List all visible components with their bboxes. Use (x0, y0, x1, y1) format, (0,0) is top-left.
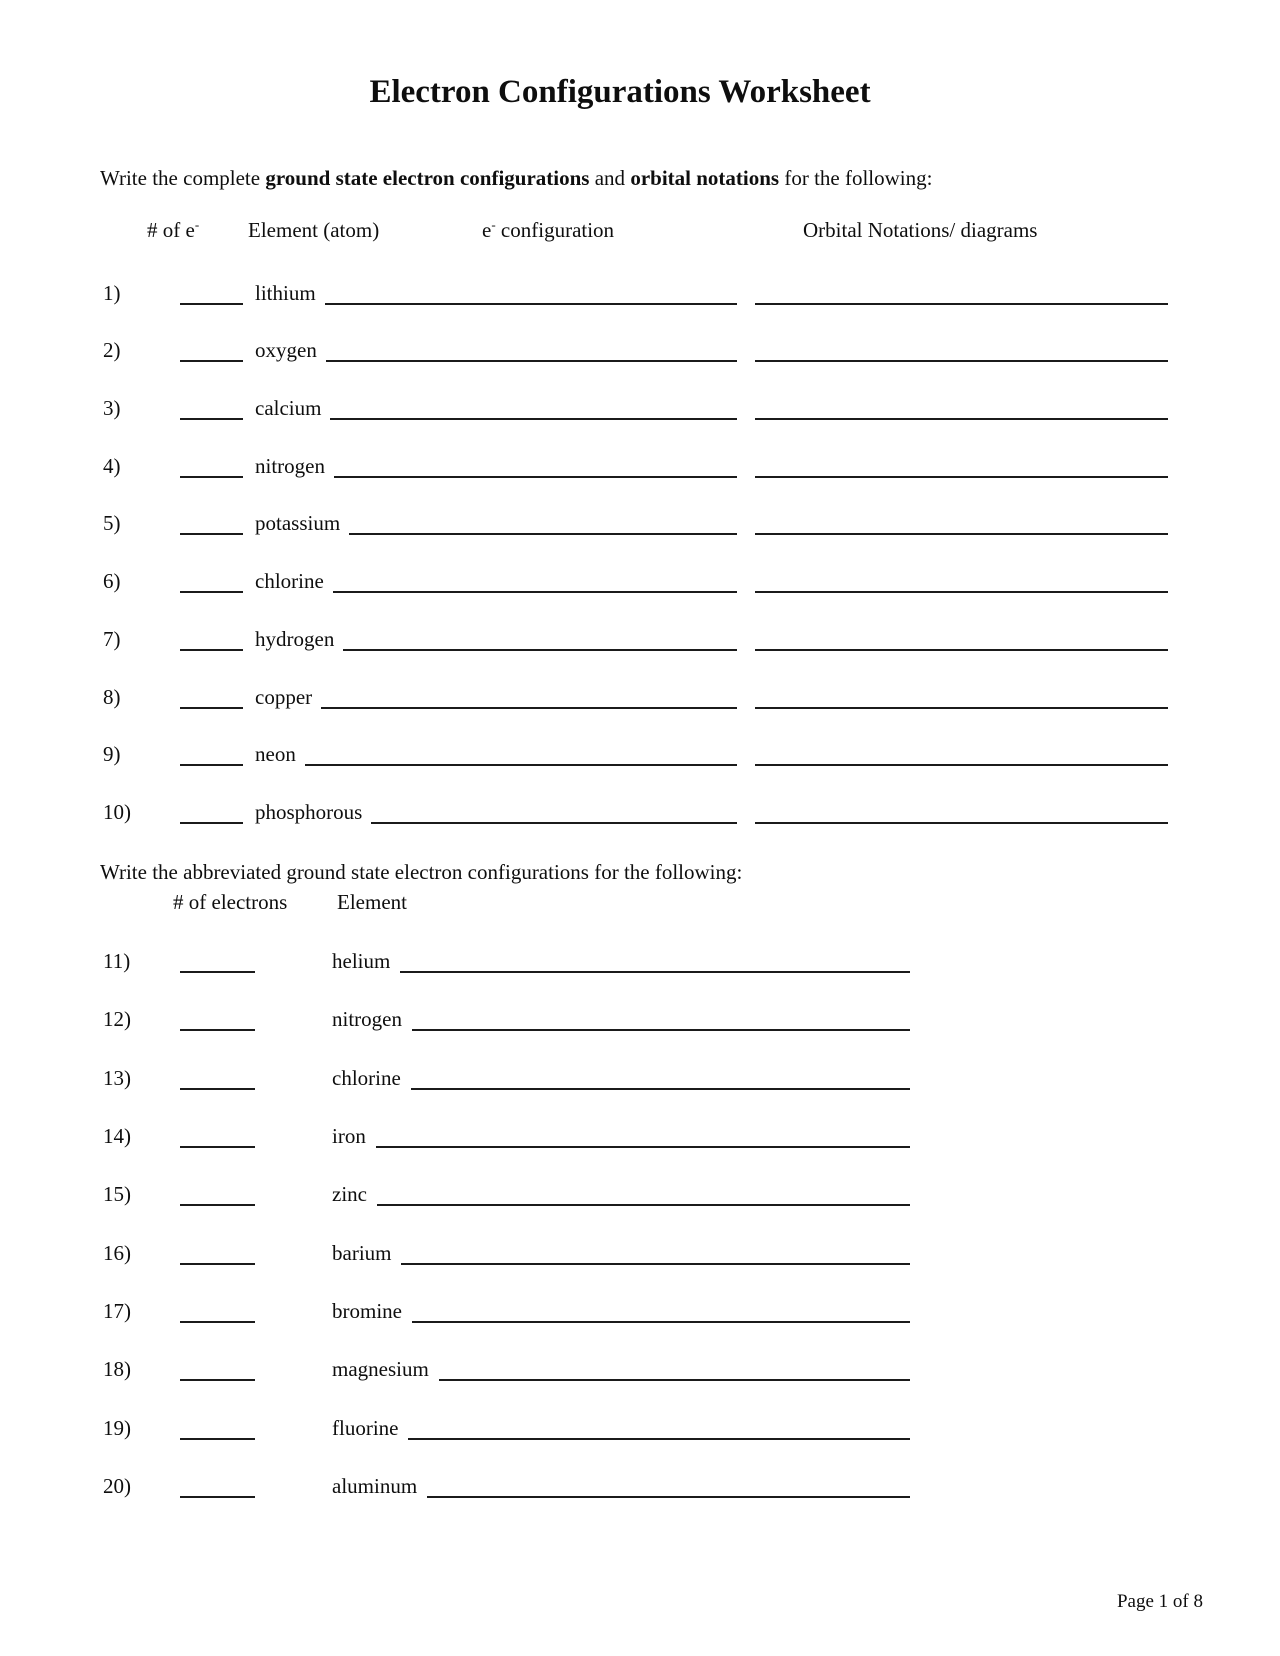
item-number: 9) (103, 742, 121, 767)
item-number: 10) (103, 799, 131, 824)
configuration-blank-line (376, 1143, 910, 1148)
element-name: bromine (332, 1298, 402, 1323)
configuration-blank-line (439, 1376, 910, 1381)
electron-count-blank (180, 761, 243, 766)
section2-rows (0, 918, 1280, 1501)
item-number: 11) (103, 949, 131, 974)
item-number: 12) (103, 1007, 131, 1032)
electron-count-blank (180, 1493, 255, 1498)
element-and-configuration (332, 1471, 910, 1501)
worksheet-row (0, 1268, 1280, 1326)
orbital-notation-blank-line (755, 473, 1168, 478)
orbital-notation-blank-line (755, 415, 1168, 420)
item-number: 6) (103, 569, 121, 594)
element-and-configuration (255, 797, 737, 827)
item-number: 7) (103, 626, 121, 651)
worksheet-row (0, 918, 1280, 976)
worksheet-row (0, 481, 1280, 539)
configuration-blank-line (334, 473, 737, 478)
item-number: 19) (103, 1415, 131, 1440)
configuration-blank-line (400, 968, 910, 973)
instruction-bold-orbital: orbital notations (630, 166, 780, 190)
electron-count-blank (180, 1143, 255, 1148)
configuration-blank-line (326, 357, 737, 362)
superscript-minus: - (194, 217, 200, 232)
item-number: 18) (103, 1357, 131, 1382)
electron-count-blank (180, 1318, 255, 1323)
worksheet-row (0, 538, 1280, 596)
element-name: lithium (255, 280, 316, 305)
page-number: Page 1 of 8 (1116, 1590, 1203, 1612)
element-name: zinc (332, 1182, 367, 1207)
element-name: neon (255, 742, 296, 767)
element-and-configuration (255, 278, 737, 308)
electron-count-blank (180, 1376, 255, 1381)
configuration-blank-line (330, 415, 737, 420)
section1-column-headers (0, 216, 1280, 244)
worksheet-row (0, 1209, 1280, 1267)
section1-instructions (100, 164, 1280, 192)
element-name: iron (332, 1124, 366, 1149)
worksheet-row (0, 712, 1280, 770)
instruction-text: Write the complete (100, 166, 266, 190)
section1-rows (0, 250, 1280, 827)
section2-column-headers (0, 889, 1280, 915)
column-header-element: Element (atom) (248, 218, 380, 242)
element-and-configuration (332, 1004, 910, 1034)
electron-count-blank (180, 819, 243, 824)
orbital-notation-blank-line (755, 646, 1168, 651)
instruction-text: and (589, 166, 631, 190)
element-name: chlorine (332, 1065, 401, 1090)
configuration-blank-line (401, 1260, 910, 1265)
element-and-configuration (332, 1296, 910, 1326)
orbital-notation-blank-line (755, 530, 1168, 535)
configuration-blank-line (343, 646, 737, 651)
configuration-blank-line (325, 300, 737, 305)
electron-count-blank (180, 357, 243, 362)
element-name: nitrogen (332, 1007, 402, 1032)
element-and-configuration (332, 1179, 910, 1209)
electron-count-blank (180, 704, 243, 709)
configuration-blank-line (305, 761, 737, 766)
item-number: 15) (103, 1182, 131, 1207)
worksheet-row (0, 596, 1280, 654)
element-name: chlorine (255, 569, 324, 594)
instruction-bold-configurations: ground state electron configurations (265, 166, 590, 190)
element-name: helium (332, 949, 391, 974)
worksheet-row (0, 1034, 1280, 1092)
element-name: magnesium (332, 1357, 429, 1382)
item-number: 4) (103, 453, 121, 478)
superscript-minus: - (491, 217, 496, 232)
column-header-electron-count: # of electrons (173, 889, 288, 914)
element-and-configuration (255, 739, 737, 769)
worksheet-row (0, 769, 1280, 827)
element-and-configuration (255, 335, 737, 365)
orbital-notation-blank-line (755, 761, 1168, 766)
configuration-blank-line (333, 588, 737, 593)
worksheet-row (0, 365, 1280, 423)
page-title: Electron Configurations Worksheet (369, 74, 871, 110)
worksheet-row (0, 1384, 1280, 1442)
item-number: 5) (103, 511, 121, 536)
element-and-configuration (332, 946, 910, 976)
electron-count-blank (180, 1435, 255, 1440)
configuration-blank-line (412, 1318, 910, 1323)
item-number: 20) (103, 1473, 131, 1498)
element-and-configuration (332, 1121, 910, 1151)
element-and-configuration (332, 1413, 910, 1443)
electron-count-blank (180, 968, 255, 973)
electron-count-blank (180, 646, 243, 651)
orbital-notation-blank-line (755, 819, 1168, 824)
element-and-configuration (255, 624, 737, 654)
item-number: 17) (103, 1298, 131, 1323)
column-header-element: Element (337, 889, 407, 914)
orbital-notation-blank-line (755, 300, 1168, 305)
element-name: hydrogen (255, 626, 335, 651)
element-name: oxygen (255, 338, 317, 363)
electron-count-blank (180, 1201, 255, 1206)
electron-count-blank (180, 415, 243, 420)
electron-count-blank (180, 473, 243, 478)
worksheet-row (0, 1326, 1280, 1384)
electron-count-blank (180, 1085, 255, 1090)
configuration-blank-line (411, 1085, 910, 1090)
element-and-configuration (332, 1238, 910, 1268)
item-number: 14) (103, 1124, 131, 1149)
electron-count-blank (180, 1026, 255, 1031)
element-name: calcium (255, 396, 322, 421)
column-header-electron-count: # of e- (147, 217, 200, 242)
configuration-blank-line (412, 1026, 910, 1031)
configuration-blank-line (321, 704, 737, 709)
configuration-blank-line (377, 1201, 910, 1206)
configuration-blank-line (371, 819, 737, 824)
worksheet-row (0, 1093, 1280, 1151)
instruction-text: for the following: (779, 166, 933, 190)
element-and-configuration (255, 393, 737, 423)
element-name: barium (332, 1240, 392, 1265)
element-and-configuration (255, 682, 737, 712)
element-and-configuration (255, 451, 737, 481)
electron-count-blank (180, 588, 243, 593)
element-name: phosphorous (255, 799, 363, 824)
section2-instructions: Write the abbreviated ground state electron configurations for the following: (100, 859, 743, 884)
worksheet-row (0, 308, 1280, 366)
orbital-notation-blank-line (755, 357, 1168, 362)
worksheet-row (0, 1443, 1280, 1501)
item-number: 13) (103, 1065, 131, 1090)
element-and-configuration (332, 1063, 910, 1093)
element-name: nitrogen (255, 453, 325, 478)
element-and-configuration (255, 508, 737, 538)
electron-count-blank (180, 530, 243, 535)
element-and-configuration (255, 566, 737, 596)
item-number: 16) (103, 1240, 131, 1265)
configuration-blank-line (427, 1493, 910, 1498)
element-name: fluorine (332, 1415, 399, 1440)
worksheet-row (0, 423, 1280, 481)
orbital-notation-blank-line (755, 704, 1168, 709)
item-number: 8) (103, 684, 121, 709)
electron-count-blank (180, 1260, 255, 1265)
column-header-configuration: e- configuration (482, 217, 615, 242)
item-number: 2) (103, 338, 121, 363)
element-name: aluminum (332, 1473, 418, 1498)
configuration-blank-line (349, 530, 737, 535)
orbital-notation-blank-line (755, 588, 1168, 593)
item-number: 1) (103, 280, 121, 305)
column-header-orbital-notations: Orbital Notations/ diagrams (803, 218, 1038, 242)
element-and-configuration (332, 1354, 910, 1384)
worksheet-row (0, 654, 1280, 712)
worksheet-row (0, 1151, 1280, 1209)
electron-count-blank (180, 300, 243, 305)
worksheet-row (0, 250, 1280, 308)
configuration-blank-line (408, 1435, 910, 1440)
item-number: 3) (103, 396, 121, 421)
worksheet-row (0, 976, 1280, 1034)
element-name: potassium (255, 511, 341, 536)
element-name: copper (255, 684, 313, 709)
